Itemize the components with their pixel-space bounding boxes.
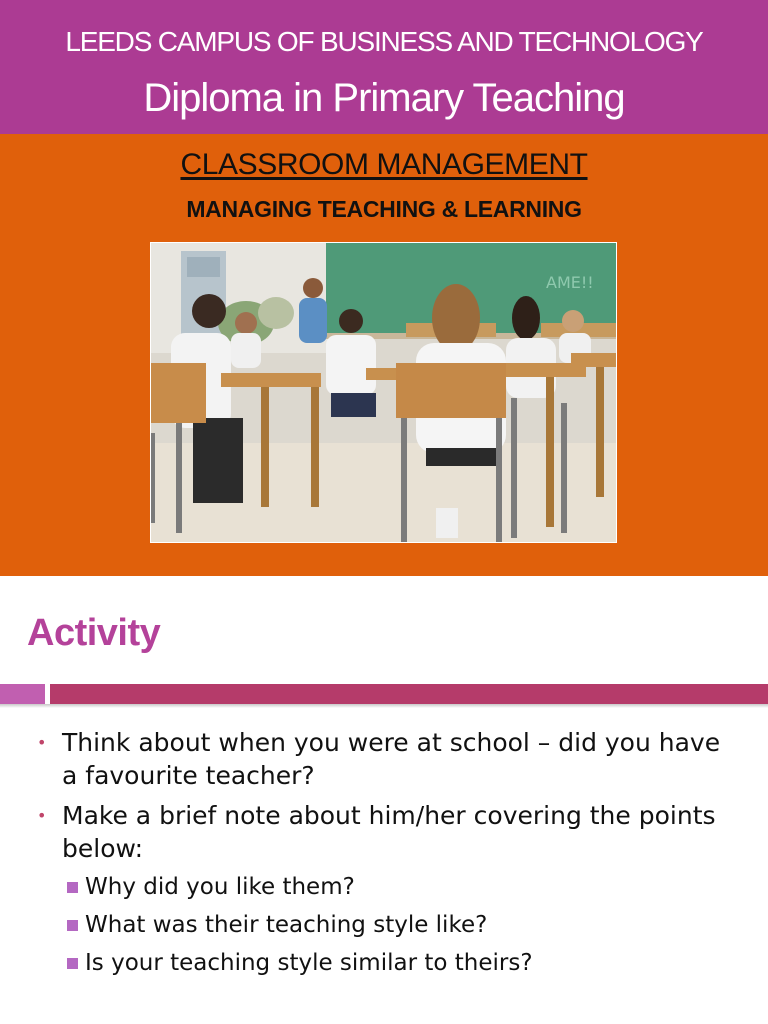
square-bullet-icon: [67, 958, 78, 969]
bullet-text: Make a brief note about him/her covering the points below:: [62, 801, 716, 863]
sub-bullet-text: Is your teaching style similar to theirs?: [85, 950, 533, 976]
sub-list-item: [85, 948, 735, 978]
subject-heading: CLASSROOM MANAGEMENT: [180, 148, 588, 181]
title-rule-bar: [50, 684, 768, 704]
title-header-band: [0, 0, 768, 134]
topic-subheading: MANAGING TEACHING & LEARNING: [186, 196, 582, 222]
square-bullet-icon: [67, 920, 78, 931]
bullet-text: Think about when you were at school – did you have a favourite teacher?: [62, 728, 721, 790]
programme-title: Diploma in Primary Teaching: [143, 76, 625, 120]
list-item: [37, 799, 742, 865]
title-rule-accent: [0, 684, 45, 704]
sub-list-item: [85, 910, 735, 940]
bullet-dot-icon: •: [37, 806, 47, 825]
institution-name: LEEDS CAMPUS OF BUSINESS AND TECHNOLOGY: [65, 26, 703, 57]
activity-slide: [0, 576, 768, 1024]
sub-list-item: [85, 872, 735, 902]
classroom-photo: [150, 242, 617, 543]
activity-title: Activity: [27, 612, 161, 654]
sub-bullet-text: Why did you like them?: [85, 874, 355, 900]
title-rule-shadow: [0, 704, 768, 708]
svg-text:AME!!: AME!!: [546, 273, 594, 292]
square-bullet-icon: [67, 882, 78, 893]
list-item: [37, 726, 742, 792]
sub-bullet-text: What was their teaching style like?: [85, 912, 488, 938]
bullet-dot-icon: •: [37, 733, 47, 752]
